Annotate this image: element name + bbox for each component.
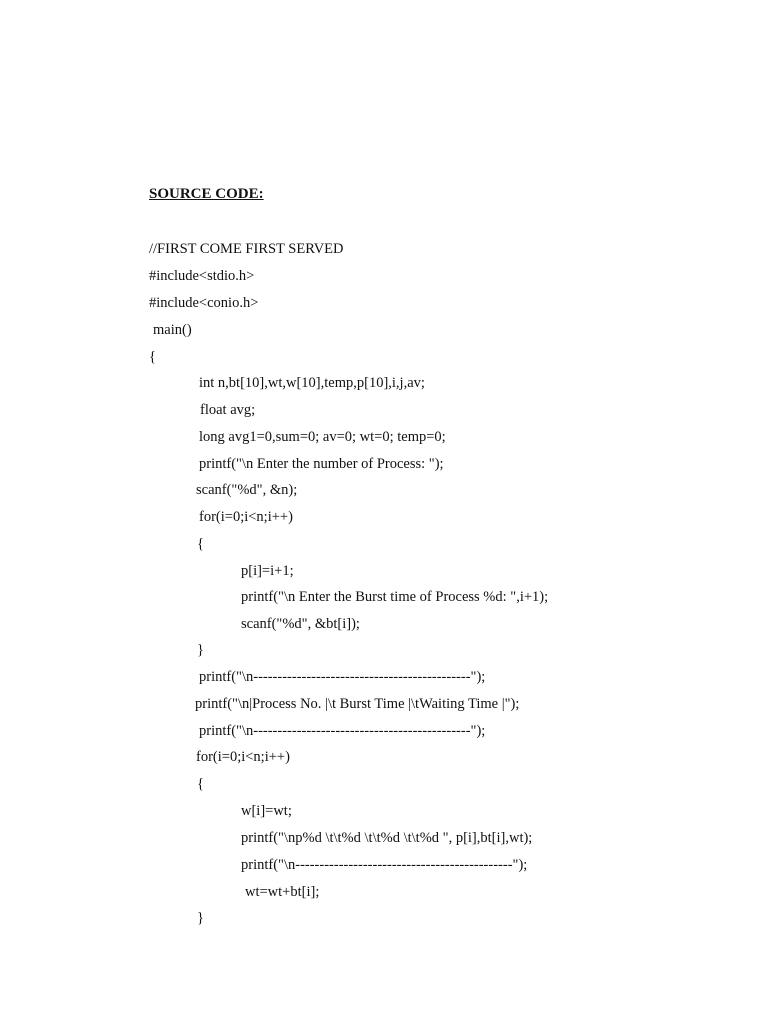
code-line: #include<conio.h> (149, 295, 259, 311)
code-line: w[i]=wt; (241, 803, 292, 819)
code-line: printf("\n---------------------------------------------"); (241, 857, 528, 873)
code-line: { (197, 776, 204, 792)
code-line: int n,bt[10],wt,w[10],temp,p[10],i,j,av; (199, 375, 425, 391)
code-line: printf("\n|Process No. |\t Burst Time |\tWaiting Time |"); (195, 696, 520, 712)
code-line: scanf("%d", &n); (196, 482, 298, 498)
code-line: { (197, 536, 204, 552)
code-line: printf("\n---------------------------------------------"); (199, 669, 486, 685)
code-line: { (149, 349, 156, 365)
code-line: main() (153, 322, 192, 338)
code-line: p[i]=i+1; (241, 563, 294, 579)
code-line: for(i=0;i<n;i++) (199, 509, 293, 525)
code-line: for(i=0;i<n;i++) (196, 749, 290, 765)
code-line: printf("\np%d \t\t%d \t\t%d \t\t%d ", p[i],bt[i],wt); (241, 830, 533, 846)
code-line: long avg1=0,sum=0; av=0; wt=0; temp=0; (199, 429, 446, 445)
code-line: printf("\n---------------------------------------------"); (199, 723, 486, 739)
code-line: printf("\n Enter the number of Process: "); (199, 456, 444, 472)
code-line: } (197, 910, 204, 926)
code-line: float avg; (200, 402, 256, 418)
code-line: //FIRST COME FIRST SERVED (149, 241, 344, 257)
code-line: printf("\n Enter the Burst time of Process %d: ",i+1); (241, 589, 549, 605)
code-line: wt=wt+bt[i]; (245, 884, 320, 900)
source-code-heading: SOURCE CODE: (149, 186, 264, 202)
code-line: } (197, 642, 204, 658)
code-line: #include<stdio.h> (149, 268, 255, 284)
code-line: scanf("%d", &bt[i]); (241, 616, 360, 632)
